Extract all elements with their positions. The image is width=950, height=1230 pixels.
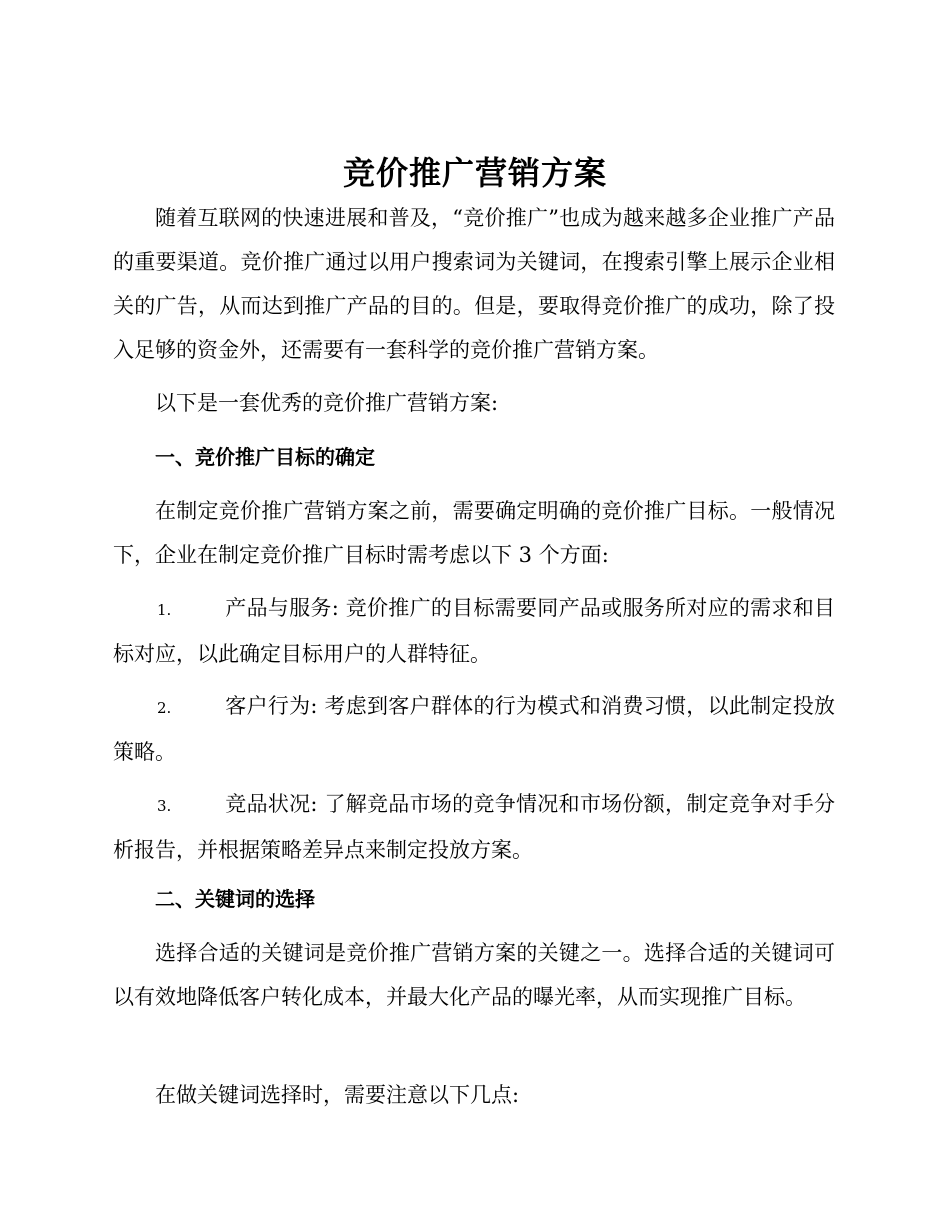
- section-2-heading: 二、关键词的选择: [155, 887, 315, 911]
- list-item-number: 2.: [157, 699, 172, 717]
- intro-paragraph: 随着互联网的快速进展和普及，“竞价推广”也成为越来越多企业推广产品的重要渠道。竞价推广通过以用户搜索词为关键词，在搜索引擎上展示企业相关的广告，从而达到推广产品的目的。但是，要取得竞价推广的成功，除了投入足够的资金外，还需要有一套科学的竞价推广营销方案。: [113, 206, 835, 362]
- list-item-number: 1.: [157, 601, 172, 619]
- list-item-text: 客户行为: 考虑到客户群体的行为模式和消费习惯，以此制定投放策略。: [113, 694, 835, 764]
- section-1-intro: 在制定竞价推广营销方案之前，需要确定明确的竞价推广目标。一般情况下，企业在制定竞价推广目标时需考虑以下 3 个方面:: [113, 499, 835, 567]
- list-item-number: 3.: [157, 797, 172, 815]
- document-title: 竞价推广营销方案: [342, 154, 607, 192]
- section-1-heading: 一、竞价推广目标的确定: [155, 445, 375, 469]
- lead-paragraph: 以下是一套优秀的竞价推广营销方案:: [155, 391, 499, 415]
- list-item-text: 竞品状况: 了解竞品市场的竞争情况和市场份额，制定竞争对手分析报告，并根据策略差异点来制定投放方案。: [113, 792, 835, 862]
- list-item-text: 产品与服务: 竞价推广的目标需要同产品或服务所对应的需求和目标对应，以此确定目标用户的人群特征。: [113, 596, 835, 666]
- list-item-3: [113, 782, 835, 872]
- list-item-1: [113, 586, 835, 676]
- section-2-lead: 在做关键词选择时，需要注意以下几点:: [155, 1083, 520, 1107]
- list-item-2: [113, 684, 835, 774]
- section-2-intro: 选择合适的关键词是竞价推广营销方案的关键之一。选择合适的关键词可以有效地降低客户转化成本，并最大化产品的曝光率，从而实现推广目标。: [113, 941, 835, 1009]
